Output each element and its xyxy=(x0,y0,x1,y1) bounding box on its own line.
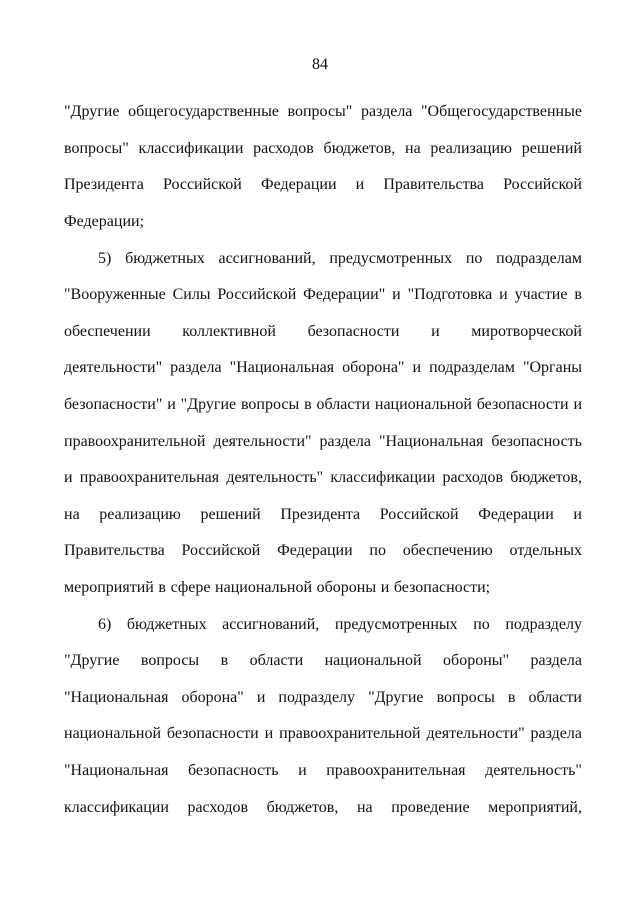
word: "Национальная xyxy=(64,688,169,706)
text-line xyxy=(64,606,582,643)
word: на xyxy=(64,505,80,523)
word: отдельных xyxy=(509,542,582,560)
word: вопросы xyxy=(140,652,200,670)
word: расходов xyxy=(187,798,249,816)
word: на xyxy=(356,798,373,816)
text-line xyxy=(64,570,582,607)
word: и xyxy=(412,359,422,377)
word: мероприятий xyxy=(64,579,154,597)
text-line xyxy=(64,350,582,387)
word: Федерации xyxy=(277,542,353,560)
word: оборона" xyxy=(181,688,244,706)
text-line xyxy=(64,204,582,241)
word: безопасности xyxy=(307,322,400,340)
word: расходов xyxy=(253,139,314,157)
word: подразделу xyxy=(278,688,356,706)
word: и xyxy=(573,505,582,523)
text-line xyxy=(64,716,582,753)
word: по xyxy=(369,542,386,560)
word: классификации xyxy=(330,469,436,487)
text-line xyxy=(64,680,582,717)
word: участие xyxy=(514,286,568,304)
text-line xyxy=(64,789,582,826)
text-line xyxy=(64,753,582,790)
word: Российской xyxy=(503,176,582,194)
word: безопасности xyxy=(166,725,259,743)
word: обеспечению xyxy=(402,542,493,560)
word: и xyxy=(380,579,390,597)
text-line xyxy=(64,131,582,168)
word: по xyxy=(465,249,483,267)
word: расходов xyxy=(442,469,504,487)
word: на xyxy=(405,139,421,157)
text-line xyxy=(64,423,582,460)
word: национальной xyxy=(324,652,422,670)
word: области xyxy=(249,652,304,670)
word: ассигнований, xyxy=(218,249,316,267)
word: и xyxy=(499,286,508,304)
word: оборона" xyxy=(342,359,405,377)
word: раздела xyxy=(319,432,371,450)
word: безопасность xyxy=(491,432,582,450)
word: и xyxy=(167,396,176,414)
word: и xyxy=(64,469,73,487)
word: безопасности xyxy=(476,396,569,414)
word: и xyxy=(264,725,274,743)
word: Правительства xyxy=(64,542,165,560)
word: деятельности" xyxy=(213,432,312,450)
word: 5) xyxy=(98,249,112,267)
word: решений xyxy=(200,505,261,523)
word: области xyxy=(528,688,582,706)
word: сфере xyxy=(170,579,211,597)
word: Силы xyxy=(172,286,211,304)
word: деятельность" xyxy=(485,761,582,779)
word: Российской xyxy=(379,505,459,523)
text-line xyxy=(64,460,582,497)
word: деятельности" xyxy=(64,359,163,377)
word: ассигнований, xyxy=(222,615,320,633)
word: национальной xyxy=(64,725,161,743)
word: проведение xyxy=(391,798,470,816)
page-number: 84 xyxy=(312,56,328,73)
word: 6) xyxy=(98,615,112,633)
word: "Вооруженные xyxy=(64,286,166,304)
word: обороны" xyxy=(443,652,510,670)
word: Федерации xyxy=(260,176,337,194)
word: бюджетов, xyxy=(323,139,396,157)
word: Правительства xyxy=(383,176,484,194)
word: "Другие xyxy=(64,103,120,121)
word: раздела xyxy=(360,103,413,121)
word: безопасности" xyxy=(64,396,163,414)
word: классификации xyxy=(64,798,169,816)
word: подразделу xyxy=(505,615,582,633)
word: Российской xyxy=(162,176,242,194)
word: "Другие xyxy=(180,396,237,414)
word: правоохранительная xyxy=(326,761,466,779)
word: безопасности; xyxy=(393,579,491,597)
word: бюджетных xyxy=(125,249,205,267)
word: бюджетов, xyxy=(266,798,339,816)
word: и xyxy=(392,286,401,304)
word: предусмотренных xyxy=(329,249,453,267)
word: Федерации" xyxy=(303,286,386,304)
word: раздела xyxy=(530,652,582,670)
text-line xyxy=(64,240,582,277)
word: национальной xyxy=(215,579,313,597)
word: "Подготовка xyxy=(407,286,493,304)
word: и xyxy=(355,176,365,194)
text-line xyxy=(64,277,582,314)
word: подразделам xyxy=(496,249,582,267)
text-line xyxy=(64,497,582,534)
word: в xyxy=(304,396,312,414)
word: "Национальная xyxy=(229,359,335,377)
word: в xyxy=(574,286,582,304)
word: предусмотренных xyxy=(334,615,458,633)
word: раздела xyxy=(170,359,222,377)
word: "Национальная xyxy=(64,761,169,779)
word: Президента xyxy=(64,176,144,194)
word: Федерации; xyxy=(64,213,145,231)
word: "Органы xyxy=(522,359,582,377)
word: Президента xyxy=(280,505,361,523)
word: деятельность" xyxy=(226,469,324,487)
word: вопросы xyxy=(240,396,300,414)
word: в xyxy=(507,688,516,706)
word: раздела xyxy=(530,725,582,743)
word: миротворческой xyxy=(471,322,582,340)
word: безопасность xyxy=(187,761,279,779)
word: бюджетных xyxy=(126,615,207,633)
word: вопросы" xyxy=(64,139,129,157)
word: мероприятий, xyxy=(488,798,582,816)
word: классификации xyxy=(138,139,244,157)
word: по xyxy=(473,615,490,633)
word: реализацию xyxy=(430,139,513,157)
word: правоохранительная xyxy=(79,469,220,487)
word: в xyxy=(158,579,166,597)
word: реализацию xyxy=(99,505,181,523)
word: коллективной xyxy=(182,322,276,340)
word: обороны xyxy=(316,579,377,597)
text-line xyxy=(64,643,582,680)
word: вопросы xyxy=(436,688,495,706)
word: и xyxy=(573,396,582,414)
word: "Другие xyxy=(64,652,120,670)
word: обеспечении xyxy=(64,322,151,340)
word: бюджетов, xyxy=(510,469,582,487)
word: решений xyxy=(521,139,582,157)
word: подразделам xyxy=(429,359,515,377)
word: правоохранительной xyxy=(279,725,421,743)
word: и xyxy=(256,688,266,706)
text-line xyxy=(64,533,582,570)
word: Российской xyxy=(217,286,297,304)
word: деятельности" xyxy=(426,725,525,743)
word: правоохранительной xyxy=(64,432,206,450)
text-line xyxy=(64,167,582,204)
text-line xyxy=(64,314,582,351)
word: и xyxy=(431,322,440,340)
word: "Другие xyxy=(368,688,424,706)
word: области xyxy=(316,396,371,414)
body-text xyxy=(64,94,582,826)
word: вопросы" xyxy=(287,103,353,121)
word: Российской xyxy=(181,542,261,560)
word: Федерации xyxy=(478,505,554,523)
word: общегосударственные xyxy=(128,103,279,121)
text-line xyxy=(64,387,582,424)
word: в xyxy=(220,652,229,670)
word: "Национальная xyxy=(378,432,484,450)
word: и xyxy=(298,761,307,779)
text-line xyxy=(64,94,582,131)
word: "Общегосударственные xyxy=(421,103,582,121)
word: национальной xyxy=(374,396,472,414)
